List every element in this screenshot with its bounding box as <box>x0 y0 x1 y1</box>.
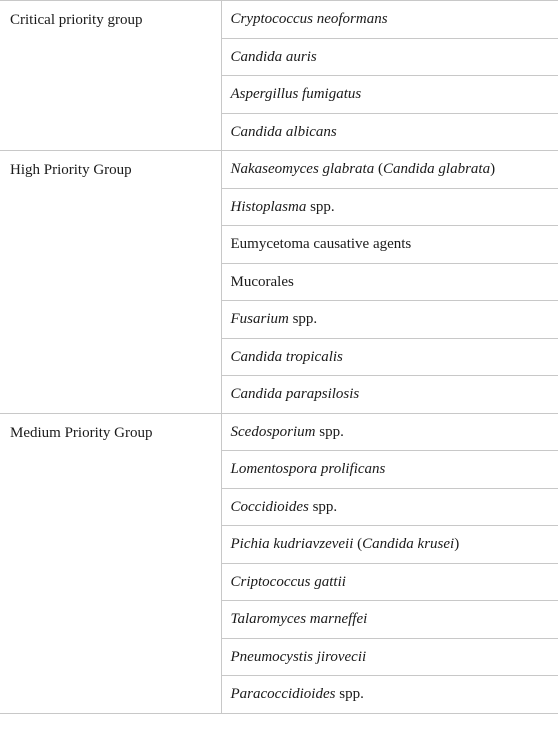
organism-cell <box>221 76 558 114</box>
organism-name-italic: Criptococcus gattii <box>230 573 346 590</box>
organism-cell <box>221 413 558 451</box>
table-row <box>0 1 558 39</box>
organism-cell <box>221 601 558 639</box>
organism-cell <box>221 263 558 301</box>
organism-name-italic: Pneumocystis jirovecii <box>230 648 367 665</box>
organism-name-italic: Candida glabrata <box>382 161 491 178</box>
organism-text: Eumycetoma causative agents <box>230 236 412 253</box>
table-body <box>0 1 558 714</box>
organism-cell <box>221 151 558 189</box>
organism-cell <box>221 638 558 676</box>
organism-name-italic: Nakaseomyces glabrata <box>230 161 375 178</box>
priority-group-label: Medium Priority Group <box>0 413 221 713</box>
organism-cell <box>221 526 558 564</box>
organism-text: ) <box>490 161 496 178</box>
organism-name-italic: Coccidioides <box>230 498 309 515</box>
priority-group-label: Critical priority group <box>0 1 221 151</box>
organism-name-italic: Scedosporium <box>230 423 316 440</box>
organism-name-italic: Candida krusei <box>362 536 455 553</box>
organism-cell <box>221 1 558 39</box>
organism-name-italic: Candida tropicalis <box>230 348 343 365</box>
organism-name-italic: Paracoccidioides <box>230 686 336 703</box>
organism-cell <box>221 376 558 414</box>
table-row <box>0 413 558 451</box>
organism-text: spp. <box>288 311 318 328</box>
organism-cell <box>221 113 558 151</box>
organism-text: spp. <box>315 423 344 440</box>
organism-cell <box>221 451 558 489</box>
organism-name-italic: Pichia kudriavzeveii <box>230 536 354 553</box>
organism-name-italic: Candida parapsilosis <box>230 386 360 403</box>
organism-cell <box>221 301 558 339</box>
organism-name-italic: Aspergillus fumigatus <box>230 86 362 103</box>
organism-text: ) <box>454 536 460 553</box>
organism-name-italic: Talaromyces marneffei <box>230 611 368 628</box>
organism-text: Mucorales <box>230 273 294 290</box>
organism-cell <box>221 676 558 714</box>
organism-text: spp. <box>306 198 335 215</box>
organism-cell <box>221 226 558 264</box>
organism-cell <box>221 338 558 376</box>
organism-cell <box>221 38 558 76</box>
organism-cell <box>221 563 558 601</box>
organism-name-italic: Histoplasma <box>230 198 307 215</box>
organism-name-italic: Fusarium <box>230 311 289 328</box>
organism-cell <box>221 188 558 226</box>
organism-name-italic: Candida albicans <box>230 123 337 140</box>
organism-name-italic: Candida auris <box>230 48 317 65</box>
priority-group-label: High Priority Group <box>0 151 221 414</box>
organism-text: spp. <box>308 498 338 515</box>
organism-text: spp. <box>335 686 364 703</box>
organism-text: ( <box>374 161 383 178</box>
organism-cell <box>221 488 558 526</box>
organism-name-italic: Lomentospora prolificans <box>230 461 386 478</box>
organism-text: ( <box>353 536 363 553</box>
table-row <box>0 151 558 189</box>
organism-name-italic: Cryptococcus neoformans <box>230 11 388 28</box>
